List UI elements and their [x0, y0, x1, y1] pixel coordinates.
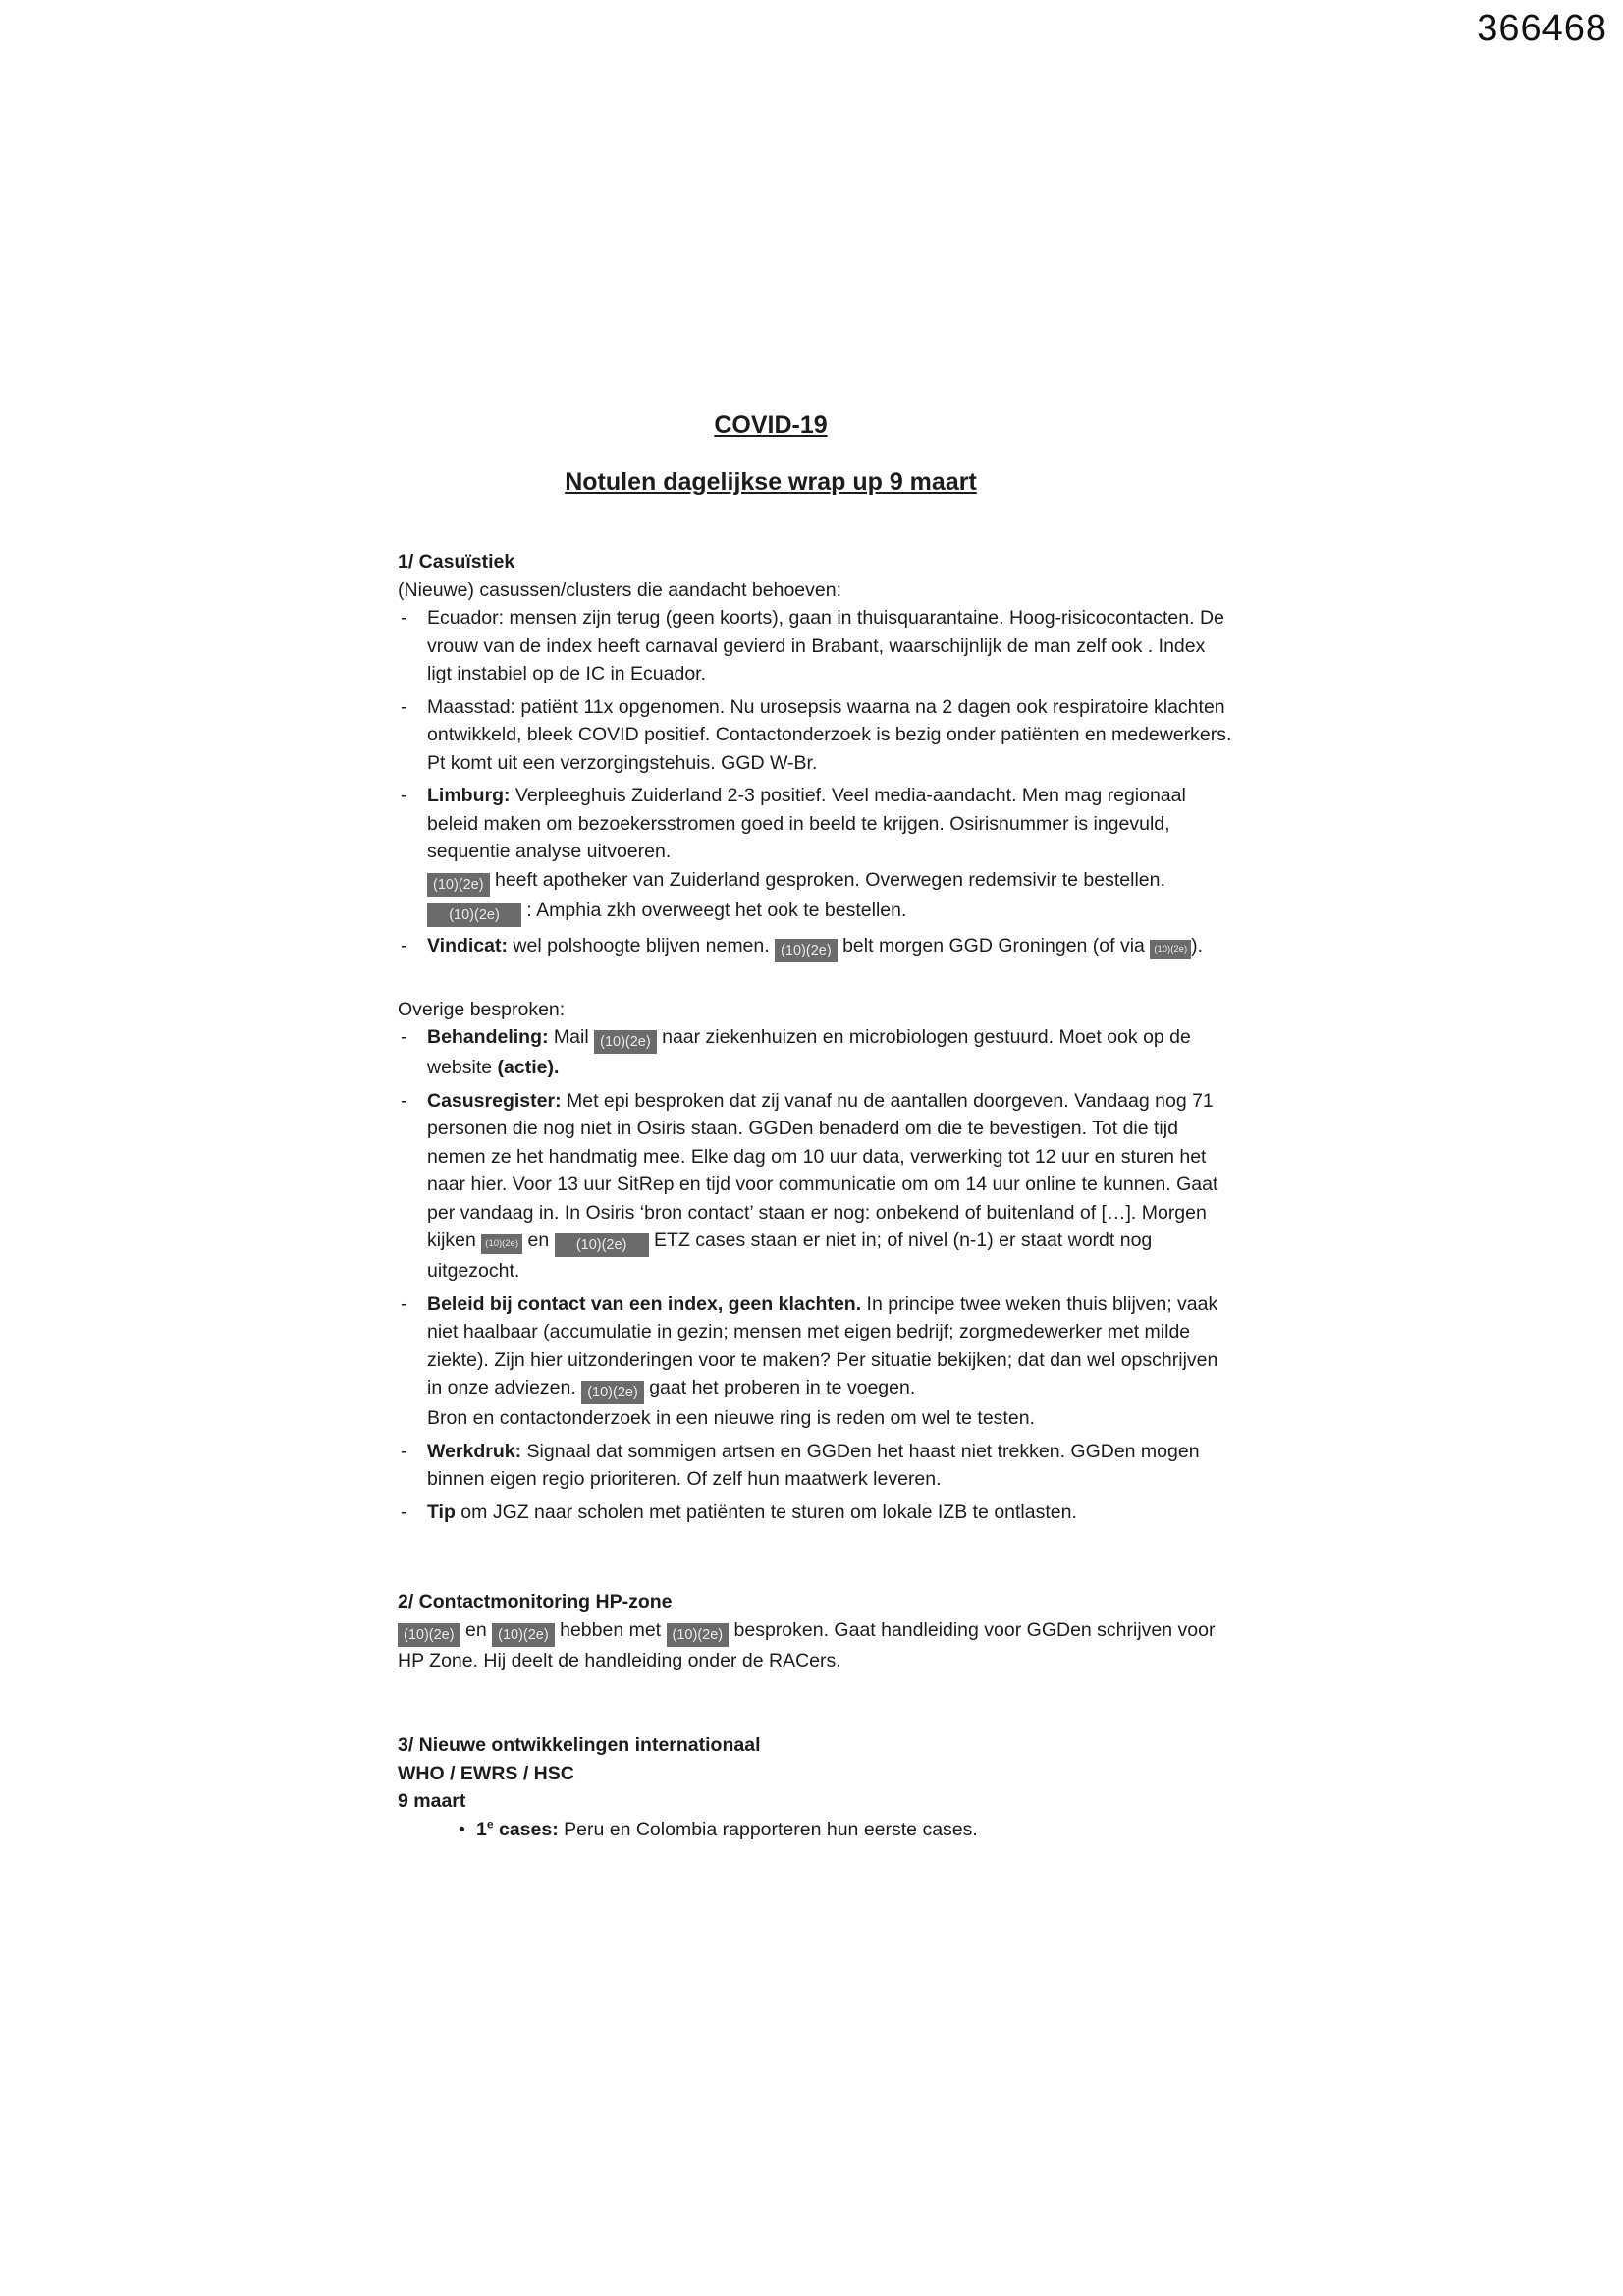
paragraph: Overige besproken: — [398, 998, 566, 1020]
bullet-marker: - — [401, 934, 407, 957]
section-heading: 1/ Casuïstiek — [398, 551, 515, 573]
document-title: COVID-19 — [714, 411, 828, 439]
list-item-text: Vindicat: wel polshoogte blijven nemen. (10)(2e) belt morgen GGD Groningen (of via (10)(2e) ). — [427, 935, 1203, 957]
document-number: 366468 — [1477, 8, 1607, 49]
bold-text: Behandeling: — [427, 1026, 549, 1048]
superscript-text: e — [486, 1817, 494, 1831]
list-item — [398, 693, 1234, 778]
bullet-marker: • — [459, 1818, 465, 1840]
list-item-text: Behandeling: Mail (10)(2e) naar ziekenhuizen en microbiologen gestuurd. Moet ook op de website (actie). — [427, 1026, 1191, 1078]
list-item-text: Casusregister: Met epi besproken dat zij vanaf nu de aantallen doorgeven. Vandaag nog 71 personen die nog niet in Osiris staan. GGDen benaderd om die te bevestigen. Tot die tijd nemen ze het handmatig mee. Elke dag om 10 uur data, verwerking tot 12 uur en sturen het naar hier. Voor 13 uur SitRep en tijd voor communicatie om om 14 uur online te kunnen. Gaat per vandaag in. In Osiris ‘bron contact’ staan er nog: onbekend of buitenland of […]. Morgen kijken (10)(2e) en (10)(2e) ETZ cases staan er niet in; of nivel (n-1) er staat wordt nog uitgezocht. — [427, 1089, 1218, 1282]
bullet-marker: - — [401, 607, 407, 629]
paragraph: (Nieuwe) casussen/clusters die aandacht behoeven: — [398, 578, 842, 601]
section-heading: 2/ Contactmonitoring HP-zone — [398, 1591, 673, 1613]
list-item-text: Werkdruk: Signaal dat sommigen artsen en GGDen het haast niet trekken. GGDen mogen binnen eigen regio prioriteren. Of zelf hun maatwerk leveren. — [427, 1440, 1200, 1490]
bullet-marker: - — [401, 1292, 407, 1315]
redaction-box: (10)(2e) — [427, 873, 490, 897]
redaction-box: (10)(2e) — [398, 1623, 460, 1647]
document — [398, 410, 1234, 1848]
title-block — [398, 410, 1144, 497]
list-item — [398, 932, 1234, 962]
redaction-box: (10)(2e) — [581, 1381, 644, 1404]
bold-text: Tip — [427, 1501, 456, 1523]
spacer — [398, 1531, 1234, 1559]
bold-text: (actie). — [497, 1057, 560, 1078]
bullet-marker: - — [401, 785, 407, 806]
redaction-box: (10)(2e) — [492, 1623, 555, 1647]
bold-text: Beleid bij contact van een index, geen klachten. — [427, 1292, 862, 1315]
bold-text: Werkdruk: — [427, 1440, 522, 1462]
list-item-text: Tip om JGZ naar scholen met patiënten te sturen om lokale IZB te ontlasten. — [427, 1501, 1077, 1523]
bold-text: Limburg: — [427, 785, 511, 806]
spacer — [398, 1559, 1234, 1588]
list-item — [398, 1087, 1234, 1285]
bullet-marker: - — [401, 1089, 407, 1112]
bullet-marker: - — [401, 1501, 407, 1523]
document-subtitle: Notulen dagelijkse wrap up 9 maart — [565, 468, 977, 496]
spacer — [398, 967, 1234, 996]
list-item-text: Maasstad: patiënt 11x opgenomen. Nu urosepsis waarna na 2 dagen ook respiratoire klachten ontwikkeld, bleek COVID positief. Contactonderzoek is bezig onder patiënten en medewerkers. Pt komt uit een verzorgingstehuis. GGD W-Br. — [427, 695, 1232, 774]
paragraph: (10)(2e) en (10)(2e) hebben met (10)(2e) besproken. Gaat handleiding voor GGDen schrijven voor HP Zone. Hij deelt de handleiding onder de RACers. — [398, 1618, 1216, 1671]
redaction-box: (10)(2e) — [555, 1233, 649, 1257]
list-item — [398, 1816, 1234, 1844]
redaction-box: (10)(2e) — [1150, 940, 1191, 959]
list-item — [398, 782, 1234, 927]
bullet-marker: - — [401, 695, 407, 718]
redaction-box: (10)(2e) — [667, 1623, 730, 1647]
list-item — [398, 1438, 1234, 1494]
bold-text: Vindicat: — [427, 934, 508, 957]
list-item — [398, 1499, 1234, 1527]
list-item — [398, 1290, 1234, 1433]
list-item-text: Ecuador: mensen zijn terug (geen koorts), gaan in thuisquarantaine. Hoog-risicocontacten. De vrouw van de index heeft carnaval gevierd in Brabant, waarschijnlijk de man zelf ook . Index ligt instabiel op de IC in Ecuador. — [427, 607, 1224, 684]
section-heading: WHO / EWRS / HSC — [398, 1762, 574, 1784]
redaction-box: (10)(2e) — [427, 903, 521, 927]
redaction-box: (10)(2e) — [481, 1234, 522, 1254]
redaction-box: (10)(2e) — [775, 939, 838, 962]
spacer — [398, 1703, 1234, 1731]
list-item-text: 1e cases: Peru en Colombia rapporteren hun eerste cases. — [476, 1817, 978, 1840]
list-item-text: Limburg: Verpleeghuis Zuiderland 2-3 positief. Veel media-aandacht. Men mag regionaal beleid maken om bezoekersstromen goed in beeld te krijgen. Osirisnummer is ingevuld, sequentie analyse uitvoeren. (10)(2e) heeft apotheker van Zuiderland gesproken. Overwegen redemsivir te bestellen. (10)(2e) : Amphia zkh overweegt het ook te bestellen. — [427, 785, 1186, 921]
section-heading: 3/ Nieuwe ontwikkelingen internationaal — [398, 1734, 761, 1756]
document-body — [398, 548, 1234, 1843]
section-heading: 9 maart — [398, 1790, 466, 1812]
spacer — [398, 1674, 1234, 1703]
bold-text: cases: — [493, 1818, 559, 1840]
bold-text: Casusregister: — [427, 1089, 562, 1112]
bullet-marker: - — [401, 1026, 407, 1048]
list-item — [398, 604, 1234, 688]
bullet-marker: - — [401, 1440, 407, 1462]
bold-text: 1 — [476, 1818, 487, 1840]
list-item — [398, 1023, 1234, 1082]
redaction-box: (10)(2e) — [594, 1030, 657, 1054]
list-item-text: Beleid bij contact van een index, geen klachten. In principe twee weken thuis blijven; vaak niet haalbaar (accumulatie in gezin; mensen met eigen bedrijf; zorgmedewerker met milde ziekte). Zijn hier uitzonderingen voor te maken? Per situatie bekijken; dat dan wel opschrijven in onze adviezen. (10)(2e) gaat het proberen in te voegen. Bron en contactonderzoek in een nieuwe ring is reden om wel te testen. — [427, 1292, 1218, 1429]
